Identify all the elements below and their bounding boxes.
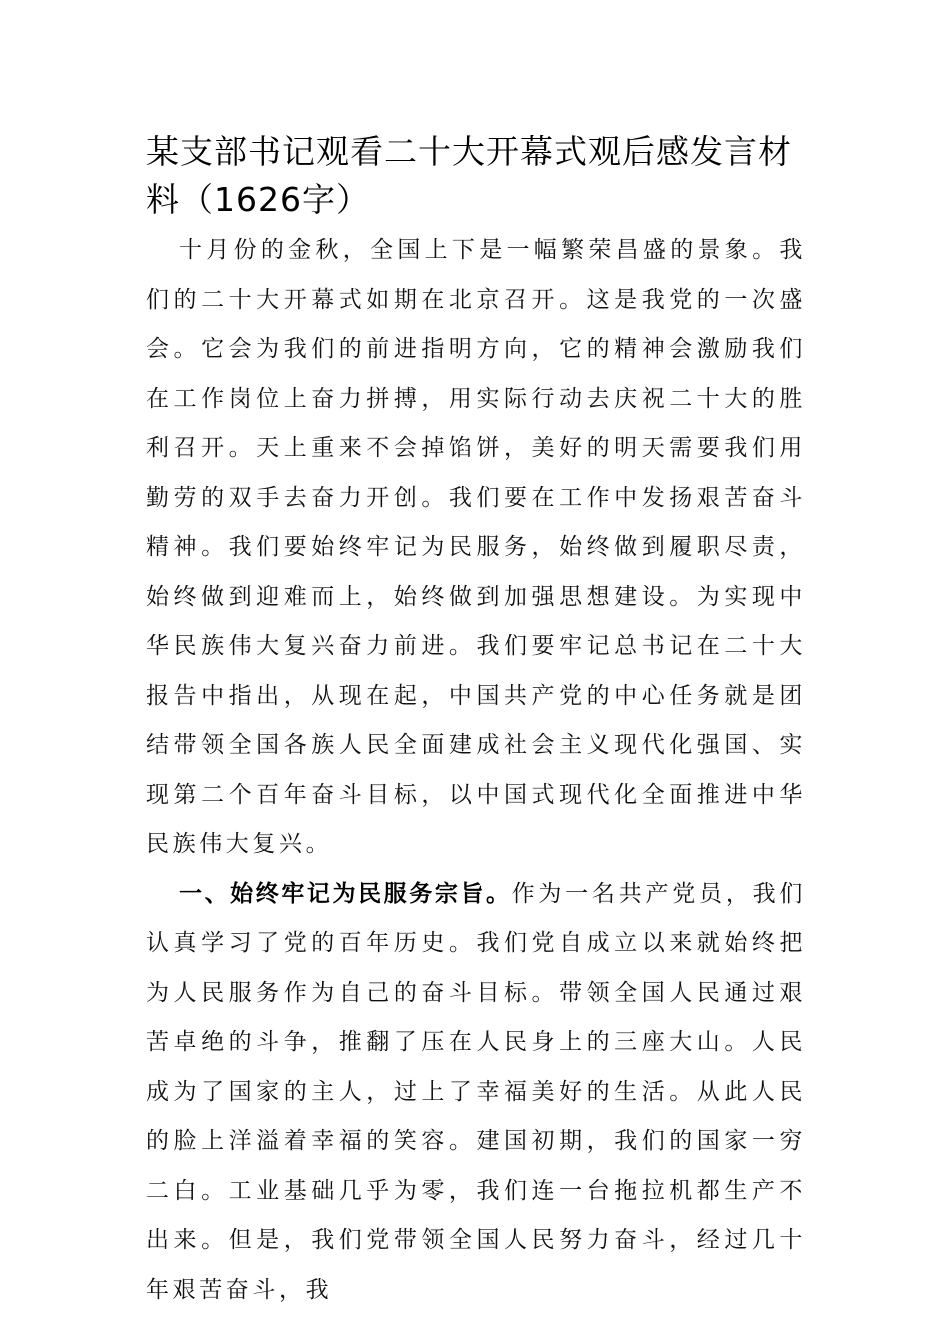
document-title: 某支部书记观看二十大开幕式观后感发言材料（1626字） (146, 132, 792, 219)
section-1-paragraph (146, 870, 806, 1316)
intro-paragraph: 十月份的金秋，全国上下是一幅繁荣昌盛的景象。我们的二十大开幕式如期在北京召开。这是我党的一次盛会。它会为我们的前进指明方向，它的精神会激励我们在工作岗位上奋力拼搏，用实际行动去庆祝二十大的胜利召开。天上重来不会掉馅饼，美好的明天需要我们用勤劳的双手去奋力开创。我们要在工作中发扬艰苦奋斗精神。我们要始终牢记为民服务，始终做到履职尽责，始终做到迎难而上，始终做到加强思想建设。为实现中华民族伟大复兴奋力前进。我们要牢记总书记在二十大报告中指出，从现在起，中国共产党的中心任务就是团结带领全国各族人民全面建成社会主义现代化强国、实现第二个百年奋斗目标，以中国式现代化全面推进中华民族伟大复兴。 (146, 237, 806, 857)
section-1-heading: 一、始终牢记为民服务宗旨。 (179, 880, 512, 907)
section-1-body: 作为一名共产党员，我们认真学习了党的百年历史。我们党自成立以来就始终把为人民服务作为自己的奋斗目标。带领全国人民通过艰苦卓绝的斗争，推翻了压在人民身上的三座大山。人民成为了国家的主人，过上了幸福美好的生活。从此人民的脸上洋溢着幸福的笑容。建国初期，我们的国家一穷二白。工业基础几乎为零，我们连一台拖拉机都生产不出来。但是，我们党带领全国人民努力奋斗，经过几十年艰苦奋斗，我 (146, 880, 806, 1303)
document-body (146, 128, 806, 1315)
